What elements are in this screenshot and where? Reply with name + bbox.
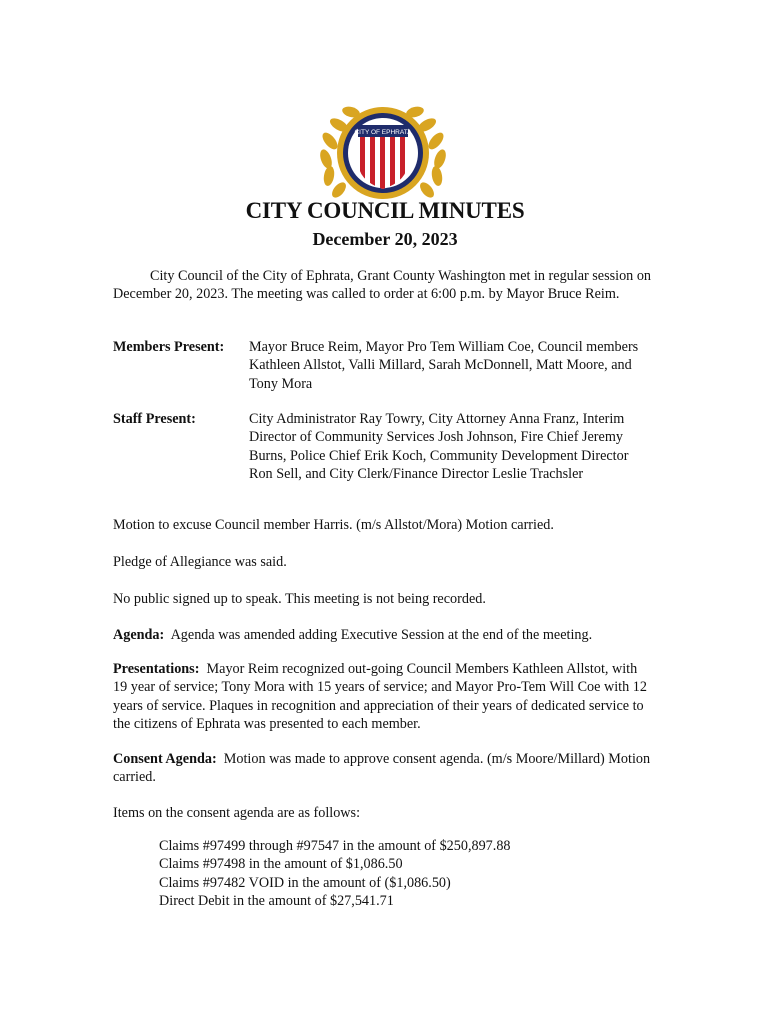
list-item: Direct Debit in the amount of $27,541.71 xyxy=(159,892,394,909)
presentations-paragraph xyxy=(113,660,653,733)
members-present-value: Mayor Bruce Reim, Mayor Pro Tem William Coe, Council members Kathleen Allstot, Valli Millard, Sarah McDonnell, Matt Moore, and Tony Mora xyxy=(249,339,639,392)
members-present-label: Members Present: xyxy=(113,339,225,355)
list-item: Claims #97499 through #97547 in the amount of $250,897.88 xyxy=(159,838,511,854)
list-item: Claims #97498 in the amount of $1,086.50 xyxy=(159,856,403,873)
meeting-date: December 20, 2023 xyxy=(312,229,458,249)
consent-agenda-label: Consent Agenda: xyxy=(113,751,217,767)
consent-items-list xyxy=(159,837,511,910)
city-seal-logo xyxy=(312,97,454,209)
pledge-paragraph: Pledge of Allegiance was said. xyxy=(113,554,287,570)
staff-present-label: Staff Present: xyxy=(113,411,196,427)
page-title: CITY COUNCIL MINUTES xyxy=(245,198,525,223)
public-comment-paragraph: No public signed up to speak. This meeting is not being recorded. xyxy=(113,591,486,607)
presentations-label: Presentations: xyxy=(113,661,200,677)
staff-present-value: City Administrator Ray Towry, City Attorney Anna Franz, Interim Director of Community Services Josh Johnson, Fire Chief Jeremy Burns, Police Chief Erik Koch, Community Development Director Ron Sell, and City Clerk/Finance Director Leslie Trachsler xyxy=(249,411,629,482)
agenda-paragraph xyxy=(113,626,653,644)
presentations-text: Mayor Reim recognized out-going Council Members Kathleen Allstot, with 19 year of service; Tony Mora with 15 years of service; and Mayor Pro-Tem Will Coe with 12 years of service. Plaques in recognition and appreciation of their years of dedicated service to the citizens of Ephrata was presented to each member. xyxy=(113,661,647,732)
consent-agenda-paragraph xyxy=(113,750,653,787)
consent-items-intro: Items on the consent agenda are as follows: xyxy=(113,805,361,821)
agenda-label: Agenda: xyxy=(113,627,165,643)
agenda-text: Agenda was amended adding Executive Session at the end of the meeting. xyxy=(170,627,593,643)
intro-paragraph: City Council of the City of Ephrata, Grant County Washington met in regular session on December 20, 2023. The meeting was called to order at 6:00 p.m. by Mayor Bruce Reim. xyxy=(113,268,652,303)
seal-text: CITY OF EPHRATA xyxy=(354,129,412,136)
list-item: Claims #97482 VOID in the amount of ($1,086.50) xyxy=(159,874,451,891)
motion-excuse-paragraph: Motion to excuse Council member Harris. (m/s Allstot/Mora) Motion carried. xyxy=(113,517,554,533)
consent-agenda-text: Motion was made to approve consent agenda. (m/s Moore/Millard) Motion carried. xyxy=(113,751,651,786)
